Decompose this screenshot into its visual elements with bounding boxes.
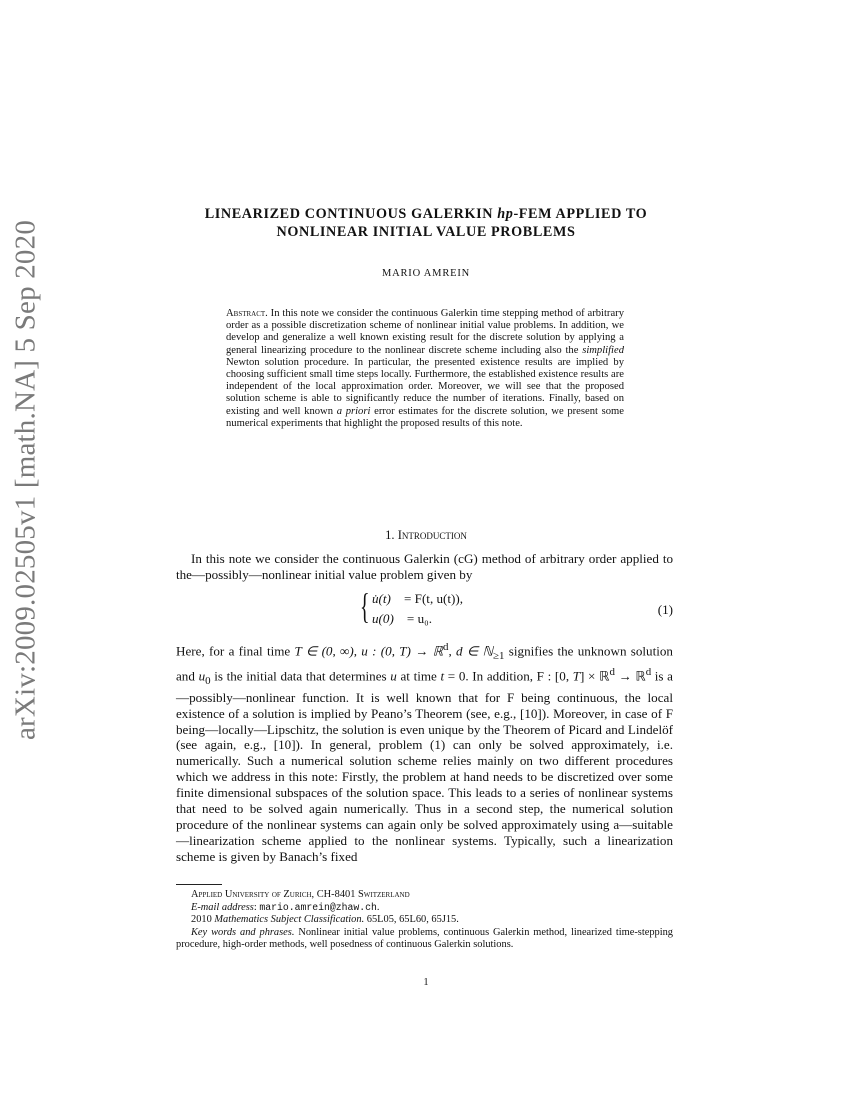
section-heading: 1. Introduction (385, 528, 467, 542)
equation-1: { u̇(t) = F(t, u(t)), u(0) = u₀. (1) (360, 586, 673, 626)
footnotes (176, 889, 673, 952)
author-name: MARIO AMREIN (381, 268, 471, 279)
arxiv-identifier: arXiv:2009.02505v1 [math.NA] 5 Sep 2020 (9, 219, 42, 741)
footnote-rule (176, 884, 222, 885)
page-number: 1 (423, 977, 429, 988)
abstract-label: Abstract. (226, 308, 268, 319)
main-paragraph: Here, for a final time T ∈ (0, ∞), u : (0, T) → ℝ$^d$, d ∈ ℕ$_{\ge 1}$ signifies the unknown solution and $u_0$ is the initial data that determines u at time t = 0. In addition, F : [0, T] × ℝ$^d$ → ℝ$^d$ is a—possibly—nonlinear function. It is well known that for F being continuous, the local existence of a solution is implied by Peano’s Theorem (see, e.g., [10]). Moreover, in case of F being—locally—Lipschitz, the solution is even unique by the Theorem of Picard and Lindelöf (see again, e.g., [10]). In general, problem (1) can only be solved approximately, i.e. numerically. Such a numerical solution scheme relies mainly on two different procedures which we address in this note: Firstly, the problem at hand needs to be discretized over some finite dimensional subspaces of the solution space. This leads to a series of nonlinear systems that need to be solved again numerically. Thus in a second step, the numerical solution procedure of the nonlinear systems can again only be solved approximately using a—suitable—linearization scheme applied to the nonlinear systems. Typically, such a linearization scheme is given by Banach’s fixed (176, 641, 673, 864)
keywords: Key words and phrases. Nonlinear initial value problems, continuous Galerkin method, linearized time-stepping procedure, high-order methods, well posedness of continuous Galerkin solutions. (176, 926, 673, 951)
left-brace: { (360, 586, 370, 626)
affiliation: Applied University of Zurich, CH-8401 Switzerland (191, 889, 410, 900)
abstract: Abstract. In this note we consider the continuous Galerkin time stepping method of arbitrary order as a possible discretization scheme of nonlinear initial value problems. In addition, we develop and generalize a well known existing result for the discrete solution by applying a general linearizing procedure to the nonlinear discrete scheme including also the simplified Newton solution procedure. In particular, the presented existence results are implied by choosing sufficient small time steps locally. Furthermore, the established existence results are independent of the local approximation order. Moreover, we will see that the proposed solution scheme is able to significantly reduce the number of iterations. Finally, based on existing and well known a priori error estimates for the discrete solution, we present some numerical experiments that highlight the proposed results of this note. (226, 308, 625, 429)
arxiv-sidebar (4, 219, 48, 741)
equation-number: (1) (657, 602, 673, 617)
email-line: E-mail address: mario.amrein@zhaw.ch. (191, 901, 380, 913)
paper-title: LINEARIZED CONTINUOUS GALERKIN hp-FEM APPLIED TO NONLINEAR INITIAL VALUE PROBLEMS (204, 206, 648, 240)
msc-classification: 2010 Mathematics Subject Classification. 65L05, 65L60, 65J15. (191, 914, 459, 926)
email-link[interactable]: mario.amrein@zhaw.ch (259, 901, 377, 913)
intro-paragraph: In this note we consider the continuous Galerkin (cG) method of arbitrary order applied to the—possibly—nonlinear initial value problem given by (176, 551, 673, 582)
